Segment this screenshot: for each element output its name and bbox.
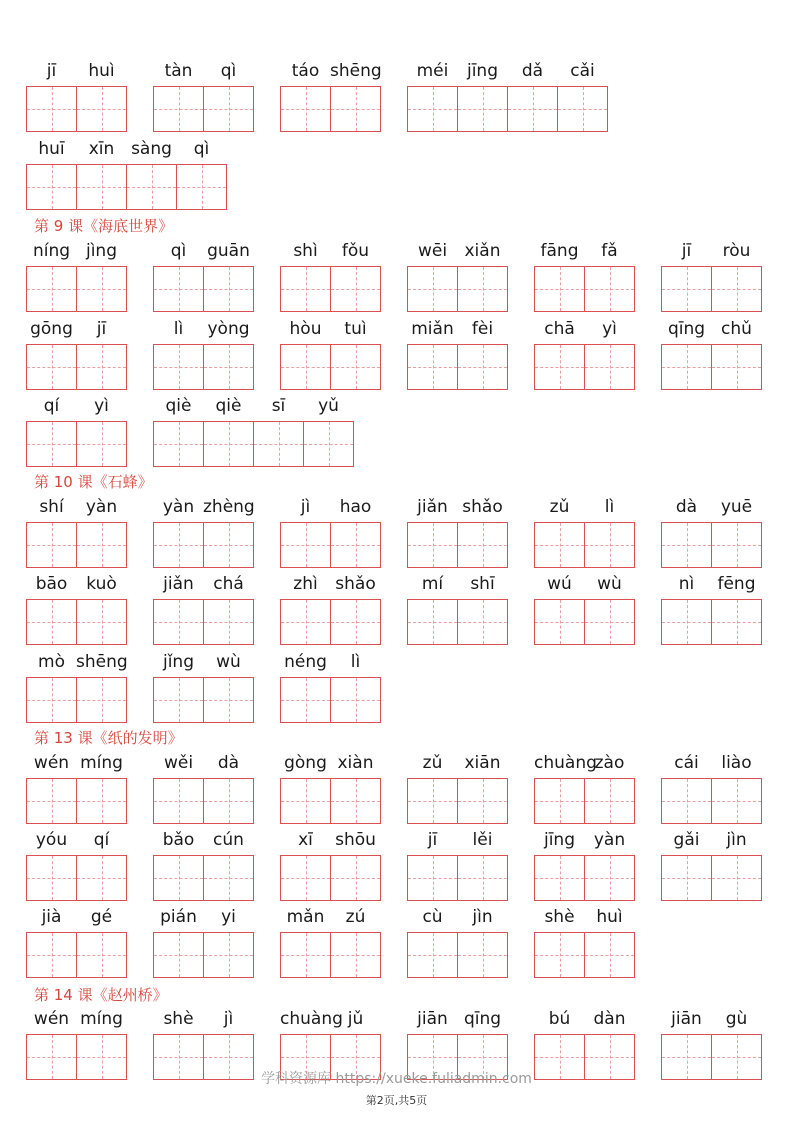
tianzige-cell[interactable]: [457, 522, 508, 568]
writing-grid: [153, 778, 254, 824]
writing-grid: [280, 86, 381, 132]
writing-grid: [407, 855, 508, 901]
pinyin-syllable: wén: [33, 753, 70, 773]
pinyin-syllable: zào: [594, 753, 625, 773]
tianzige-cell[interactable]: [534, 266, 585, 312]
pinyin-syllable: ròu: [722, 241, 751, 261]
pinyin-syllable: yì: [94, 396, 109, 416]
writing-grid: [153, 522, 254, 568]
tianzige-cell[interactable]: [280, 266, 331, 312]
writing-grid: [153, 344, 254, 390]
lesson-title: 第 13 课《纸的发明》: [34, 729, 183, 747]
pinyin-syllable: tuì: [344, 319, 367, 339]
tianzige-cell[interactable]: [661, 344, 712, 390]
pinyin-syllable: dǎ: [521, 61, 544, 81]
pinyin-syllable: fǒu: [341, 241, 370, 261]
pinyin-syllable: sī: [271, 396, 286, 416]
pinyin-syllable: qiè: [215, 396, 242, 416]
tianzige-cell[interactable]: [153, 932, 204, 978]
pinyin-syllable: jī: [96, 319, 107, 339]
pinyin-syllable: lěi: [472, 830, 493, 850]
pinyin-syllable: wěi: [163, 753, 194, 773]
pinyin-syllable: shēng: [76, 652, 128, 672]
writing-grid: [153, 599, 254, 645]
tianzige-cell[interactable]: [280, 599, 331, 645]
tianzige-cell[interactable]: [26, 677, 77, 723]
tianzige-cell[interactable]: [711, 778, 762, 824]
writing-grid: [407, 522, 508, 568]
writing-grid: [153, 266, 254, 312]
writing-grid: [26, 778, 127, 824]
tianzige-cell[interactable]: [584, 932, 635, 978]
tianzige-cell[interactable]: [330, 677, 381, 723]
tianzige-cell[interactable]: [76, 164, 127, 210]
tianzige-cell[interactable]: [280, 344, 331, 390]
tianzige-cell[interactable]: [153, 855, 204, 901]
tianzige-cell[interactable]: [76, 932, 127, 978]
writing-grid: [534, 266, 635, 312]
pinyin-syllable: gòng: [284, 753, 327, 773]
tianzige-cell[interactable]: [534, 599, 585, 645]
tianzige-cell[interactable]: [457, 86, 508, 132]
pinyin-syllable: jǐng: [162, 652, 194, 672]
writing-grid: [26, 599, 127, 645]
pinyin-syllable: fèi: [471, 319, 494, 339]
tianzige-cell[interactable]: [203, 522, 254, 568]
tianzige-cell[interactable]: [153, 599, 204, 645]
pinyin-syllable: yàn: [162, 497, 195, 517]
tianzige-cell[interactable]: [203, 778, 254, 824]
tianzige-cell[interactable]: [661, 778, 712, 824]
footer-source: 学科资源库 https://xueke.fuliadmin.com: [261, 1071, 532, 1087]
pinyin-syllable: néng: [284, 652, 327, 672]
pinyin-syllable: qīng: [463, 1009, 502, 1029]
pinyin-syllable: dà: [675, 497, 698, 517]
tianzige-cell[interactable]: [76, 86, 127, 132]
writing-grid: [661, 522, 762, 568]
tianzige-cell[interactable]: [203, 344, 254, 390]
pinyin-syllable: sàng: [131, 139, 172, 159]
tianzige-cell[interactable]: [203, 86, 254, 132]
tianzige-cell[interactable]: [457, 266, 508, 312]
tianzige-cell[interactable]: [153, 266, 204, 312]
pinyin-syllable: jīng: [543, 830, 575, 850]
pinyin-syllable: shōu: [335, 830, 376, 850]
pinyin-syllable: míng: [80, 753, 123, 773]
pinyin-syllable: táo: [291, 61, 320, 81]
tianzige-cell[interactable]: [711, 266, 762, 312]
tianzige-cell[interactable]: [534, 522, 585, 568]
pinyin-syllable: lì: [350, 652, 361, 672]
writing-grid: [407, 86, 608, 132]
writing-grid: [534, 932, 635, 978]
pinyin-syllable: jī: [46, 61, 57, 81]
tianzige-cell[interactable]: [661, 855, 712, 901]
pinyin-syllable: yóu: [35, 830, 68, 850]
tianzige-cell[interactable]: [26, 522, 77, 568]
page-number: 第2页,共5页: [365, 1094, 428, 1107]
writing-grid: [280, 522, 381, 568]
pinyin-syllable: qí: [93, 830, 110, 850]
tianzige-cell[interactable]: [584, 599, 635, 645]
pinyin-syllable: hao: [339, 497, 372, 517]
pinyin-syllable: xiǎn: [464, 241, 501, 261]
writing-grid: [153, 677, 254, 723]
tianzige-cell[interactable]: [280, 778, 331, 824]
pinyin-syllable: wù: [216, 652, 241, 672]
pinyin-syllable: cún: [213, 830, 244, 850]
pinyin-syllable: xīn: [88, 139, 115, 159]
tianzige-cell[interactable]: [76, 266, 127, 312]
pinyin-syllable: fāng: [540, 241, 579, 261]
lesson-title: 第 9 课《海底世界》: [34, 217, 174, 235]
tianzige-cell[interactable]: [457, 778, 508, 824]
pinyin-syllable: jiǎn: [163, 574, 194, 594]
pinyin-syllable: qīng: [667, 319, 706, 339]
pinyin-syllable: jià: [41, 907, 62, 927]
writing-grid: [407, 932, 508, 978]
pinyin-syllable: bǎo: [162, 830, 195, 850]
tianzige-cell[interactable]: [457, 599, 508, 645]
pinyin-syllable: zú: [345, 907, 366, 927]
writing-grid: [534, 344, 635, 390]
tianzige-cell[interactable]: [534, 855, 585, 901]
tianzige-cell[interactable]: [584, 855, 635, 901]
pinyin-syllable: gōng: [30, 319, 73, 339]
pinyin-syllable: cù: [422, 907, 443, 927]
tianzige-cell[interactable]: [457, 932, 508, 978]
writing-grid: [534, 599, 635, 645]
tianzige-cell[interactable]: [330, 266, 381, 312]
pinyin-syllable: chā: [544, 319, 575, 339]
tianzige-cell[interactable]: [534, 932, 585, 978]
pinyin-syllable: shè: [544, 907, 575, 927]
pinyin-syllable: fēng: [717, 574, 756, 594]
pinyin-syllable: gù: [725, 1009, 748, 1029]
pinyin-syllable: miǎn: [411, 319, 454, 339]
tianzige-cell[interactable]: [203, 421, 254, 467]
writing-grid: [661, 344, 762, 390]
pinyin-syllable: gǎi: [673, 830, 700, 850]
tianzige-cell[interactable]: [711, 522, 762, 568]
pinyin-syllable: shì: [293, 241, 318, 261]
writing-grid: [26, 421, 127, 467]
pinyin-syllable: yǔ: [318, 396, 339, 416]
pinyin-syllable: yòng: [207, 319, 250, 339]
tianzige-cell[interactable]: [534, 344, 585, 390]
writing-grid: [153, 855, 254, 901]
pinyin-syllable: yàn: [85, 497, 118, 517]
pinyin-syllable: qì: [220, 61, 237, 81]
pinyin-syllable: dàn: [593, 1009, 626, 1029]
tianzige-cell[interactable]: [557, 86, 608, 132]
pinyin-syllable: pián: [160, 907, 197, 927]
pinyin-syllable: bāo: [35, 574, 68, 594]
pinyin-syllable: qì: [193, 139, 210, 159]
writing-grid: [280, 778, 381, 824]
writing-grid: [534, 522, 635, 568]
writing-grid: [26, 164, 227, 210]
tianzige-cell[interactable]: [153, 344, 204, 390]
tianzige-cell[interactable]: [711, 599, 762, 645]
pinyin-syllable: zhèng: [203, 497, 255, 517]
pinyin-syllable: huì: [88, 61, 115, 81]
pinyin-syllable: jì: [300, 497, 311, 517]
tianzige-cell[interactable]: [407, 344, 458, 390]
pinyin-syllable: mǎn: [286, 907, 325, 927]
pinyin-syllable: bú: [548, 1009, 571, 1029]
tianzige-cell[interactable]: [507, 86, 558, 132]
writing-grid: [26, 522, 127, 568]
writing-grid: [661, 778, 762, 824]
writing-grid: [26, 932, 127, 978]
lesson-title: 第 10 课《石蜂》: [34, 473, 153, 491]
pinyin-syllable: mí: [421, 574, 444, 594]
pinyin-syllable: shī: [470, 574, 495, 594]
pinyin-syllable: jìn: [726, 830, 747, 850]
pinyin-syllable: xiàn: [337, 753, 374, 773]
pinyin-syllable: tàn: [164, 61, 193, 81]
pinyin-syllable: yi: [221, 907, 236, 927]
writing-grid: [26, 855, 127, 901]
writing-grid: [280, 932, 381, 978]
pinyin-syllable: mò: [38, 652, 65, 672]
tianzige-cell[interactable]: [711, 855, 762, 901]
writing-grid: [153, 421, 354, 467]
pinyin-syllable: shè: [163, 1009, 194, 1029]
tianzige-cell[interactable]: [176, 164, 227, 210]
tianzige-cell[interactable]: [153, 522, 204, 568]
lesson-title: 第 14 课《赵州桥》: [34, 986, 168, 1004]
pinyin-syllable: wú: [547, 574, 572, 594]
writing-grid: [534, 778, 635, 824]
pinyin-syllable: wēi: [417, 241, 448, 261]
tianzige-cell[interactable]: [76, 344, 127, 390]
writing-grid: [280, 266, 381, 312]
tianzige-cell[interactable]: [280, 855, 331, 901]
tianzige-cell[interactable]: [280, 677, 331, 723]
tianzige-cell[interactable]: [584, 778, 635, 824]
tianzige-cell[interactable]: [407, 522, 458, 568]
pinyin-syllable: nì: [678, 574, 695, 594]
pinyin-syllable: míng: [80, 1009, 123, 1029]
tianzige-cell[interactable]: [661, 599, 712, 645]
writing-grid: [534, 855, 635, 901]
tianzige-cell[interactable]: [153, 421, 204, 467]
tianzige-cell[interactable]: [661, 266, 712, 312]
pinyin-syllable: xī: [298, 830, 313, 850]
tianzige-cell[interactable]: [407, 266, 458, 312]
writing-grid: [26, 677, 127, 723]
writing-grid: [26, 344, 127, 390]
tianzige-cell[interactable]: [330, 932, 381, 978]
pinyin-syllable: chuàng: [280, 1009, 343, 1029]
tianzige-cell[interactable]: [126, 164, 177, 210]
pinyin-syllable: yì: [602, 319, 617, 339]
tianzige-cell[interactable]: [203, 677, 254, 723]
writing-grid: [280, 677, 381, 723]
pinyin-syllable: zǔ: [422, 753, 443, 773]
tianzige-cell[interactable]: [253, 421, 304, 467]
tianzige-cell[interactable]: [26, 164, 77, 210]
pinyin-syllable: cǎi: [570, 61, 595, 81]
pinyin-syllable: jiān: [417, 1009, 448, 1029]
pinyin-syllable: gé: [90, 907, 113, 927]
pinyin-syllable: jī: [427, 830, 438, 850]
writing-grid: [407, 344, 508, 390]
tianzige-cell[interactable]: [76, 677, 127, 723]
tianzige-cell[interactable]: [330, 778, 381, 824]
tianzige-cell[interactable]: [280, 86, 331, 132]
pinyin-syllable: jìng: [85, 241, 117, 261]
pinyin-syllable: zhì: [293, 574, 318, 594]
tianzige-cell[interactable]: [330, 522, 381, 568]
tianzige-cell[interactable]: [26, 932, 77, 978]
pinyin-syllable: shēng: [330, 61, 382, 81]
pinyin-syllable: zǔ: [549, 497, 570, 517]
pinyin-syllable: huì: [596, 907, 623, 927]
writing-grid: [407, 778, 508, 824]
pinyin-syllable: jiān: [671, 1009, 702, 1029]
tianzige-cell[interactable]: [26, 344, 77, 390]
tianzige-cell[interactable]: [407, 599, 458, 645]
pinyin-syllable: guān: [207, 241, 250, 261]
tianzige-cell[interactable]: [330, 344, 381, 390]
tianzige-cell[interactable]: [153, 677, 204, 723]
pinyin-syllable: chá: [213, 574, 244, 594]
writing-grid: [280, 855, 381, 901]
tianzige-cell[interactable]: [153, 778, 204, 824]
pinyin-syllable: cái: [674, 753, 699, 773]
writing-grid: [661, 266, 762, 312]
pinyin-syllable: huī: [38, 139, 65, 159]
tianzige-cell[interactable]: [76, 778, 127, 824]
tianzige-cell[interactable]: [26, 86, 77, 132]
tianzige-cell[interactable]: [203, 266, 254, 312]
tianzige-cell[interactable]: [76, 599, 127, 645]
pinyin-syllable: lì: [173, 319, 184, 339]
tianzige-cell[interactable]: [26, 778, 77, 824]
tianzige-cell[interactable]: [153, 86, 204, 132]
pinyin-syllable: chǔ: [721, 319, 752, 339]
tianzige-cell[interactable]: [330, 855, 381, 901]
writing-grid: [407, 266, 508, 312]
pinyin-syllable: shǎo: [335, 574, 376, 594]
tianzige-cell[interactable]: [457, 855, 508, 901]
pinyin-syllable: xiān: [464, 753, 501, 773]
writing-grid: [26, 266, 127, 312]
pinyin-syllable: jīng: [466, 61, 498, 81]
tianzige-cell[interactable]: [26, 599, 77, 645]
tianzige-cell[interactable]: [26, 855, 77, 901]
pinyin-syllable: qí: [43, 396, 60, 416]
pinyin-syllable: qì: [170, 241, 187, 261]
writing-grid: [26, 86, 127, 132]
tianzige-cell[interactable]: [203, 599, 254, 645]
tianzige-cell[interactable]: [303, 421, 354, 467]
pinyin-syllable: wén: [33, 1009, 70, 1029]
writing-grid: [153, 86, 254, 132]
writing-grid: [280, 344, 381, 390]
pinyin-syllable: kuò: [86, 574, 117, 594]
pinyin-syllable: níng: [32, 241, 71, 261]
tianzige-cell[interactable]: [584, 266, 635, 312]
pinyin-syllable: shí: [39, 497, 64, 517]
pinyin-syllable: méi: [416, 61, 449, 81]
tianzige-cell[interactable]: [26, 266, 77, 312]
pinyin-syllable: jiǎn: [417, 497, 448, 517]
writing-grid: [661, 855, 762, 901]
tianzige-cell[interactable]: [203, 855, 254, 901]
tianzige-cell[interactable]: [280, 522, 331, 568]
tianzige-cell[interactable]: [584, 344, 635, 390]
pinyin-syllable: qiè: [165, 396, 192, 416]
writing-grid: [153, 932, 254, 978]
tianzige-cell[interactable]: [407, 855, 458, 901]
tianzige-cell[interactable]: [661, 522, 712, 568]
pinyin-syllable: wù: [597, 574, 622, 594]
pinyin-syllable: jī: [681, 241, 692, 261]
tianzige-cell[interactable]: [76, 855, 127, 901]
pinyin-syllable: jìn: [472, 907, 493, 927]
pinyin-syllable: jì: [223, 1009, 234, 1029]
tianzige-cell[interactable]: [584, 522, 635, 568]
pinyin-syllable: yuē: [720, 497, 753, 517]
pinyin-syllable: fǎ: [601, 241, 618, 261]
tianzige-cell[interactable]: [26, 421, 77, 467]
pinyin-syllable: yàn: [593, 830, 626, 850]
tianzige-cell[interactable]: [330, 599, 381, 645]
writing-grid: [407, 599, 508, 645]
tianzige-cell[interactable]: [203, 932, 254, 978]
pinyin-syllable: hòu: [289, 319, 322, 339]
writing-grid: [661, 599, 762, 645]
tianzige-cell[interactable]: [534, 778, 585, 824]
tianzige-cell[interactable]: [407, 86, 458, 132]
tianzige-cell[interactable]: [330, 86, 381, 132]
tianzige-cell[interactable]: [280, 932, 331, 978]
pinyin-syllable: shǎo: [462, 497, 503, 517]
tianzige-cell[interactable]: [407, 932, 458, 978]
pinyin-syllable: chuàng: [534, 753, 597, 773]
pinyin-syllable: dà: [217, 753, 240, 773]
tianzige-cell[interactable]: [457, 344, 508, 390]
pinyin-syllable: liào: [721, 753, 752, 773]
tianzige-cell[interactable]: [76, 522, 127, 568]
writing-grid: [280, 599, 381, 645]
tianzige-cell[interactable]: [76, 421, 127, 467]
pinyin-syllable: lì: [604, 497, 615, 517]
pinyin-syllable: jǔ: [347, 1009, 364, 1029]
tianzige-cell[interactable]: [407, 778, 458, 824]
tianzige-cell[interactable]: [711, 344, 762, 390]
